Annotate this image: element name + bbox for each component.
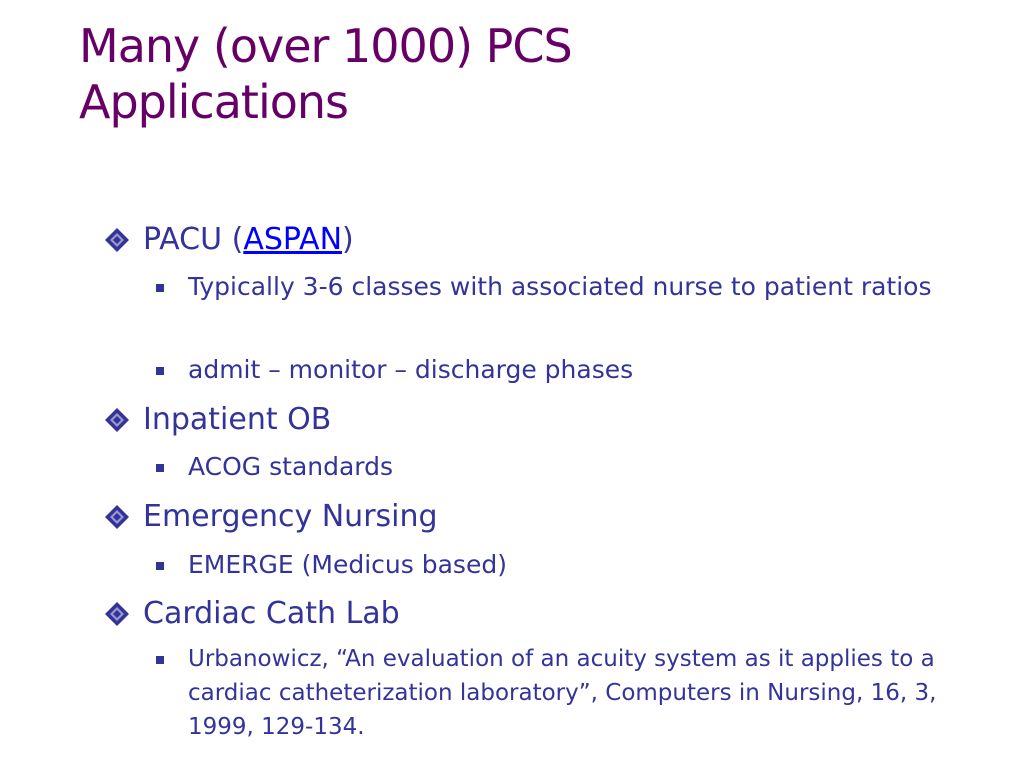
square-bullet-icon <box>156 656 164 664</box>
bullet-item-inpatient-ob <box>104 400 331 440</box>
bullet-item-pacu <box>104 220 354 260</box>
square-bullet-icon <box>156 284 164 292</box>
sub-bullet-item <box>156 642 966 744</box>
sub-bullet-text: ACOG standards <box>188 452 394 481</box>
square-bullet-icon <box>156 562 164 570</box>
square-bullet-icon <box>156 367 164 375</box>
sub-bullet-text: Urbanowicz, “An evaluation of an acuity system as it applies to a cardiac catheterization laboratory”, Computers in Nursing, 16, 3, 1999, 129-134. <box>188 646 937 740</box>
sub-bullet-text: EMERGE (Medicus based) <box>188 550 507 579</box>
bullet-label-prefix: PACU ( <box>143 222 244 257</box>
sub-bullet-item <box>156 548 966 582</box>
diamond-bullet-icon <box>104 601 130 627</box>
bullet-label: Inpatient OB <box>143 402 332 437</box>
sub-bullet-item <box>156 353 966 387</box>
slide-title-line-2: Applications <box>79 75 348 129</box>
sub-bullet-text: admit – monitor – discharge phases <box>188 355 634 384</box>
diamond-bullet-icon <box>104 504 130 530</box>
sub-bullet-item <box>156 270 966 304</box>
bullet-label-suffix: ) <box>342 222 354 257</box>
bullet-label: Cardiac Cath Lab <box>143 596 400 631</box>
bullet-item-cardiac-cath-lab <box>104 594 400 634</box>
square-bullet-icon <box>156 464 164 472</box>
bullet-item-emergency-nursing <box>104 497 438 537</box>
diamond-bullet-icon <box>104 407 130 433</box>
sub-bullet-item <box>156 450 966 484</box>
bullet-label: Emergency Nursing <box>143 499 438 534</box>
sub-bullet-text: Typically 3-6 classes with associated nurse to patient ratios <box>188 272 932 301</box>
aspan-link[interactable]: ASPAN <box>243 222 343 257</box>
slide-title <box>79 18 979 130</box>
diamond-bullet-icon <box>104 227 130 253</box>
slide-title-line-1: Many (over 1000) PCS <box>79 19 572 73</box>
